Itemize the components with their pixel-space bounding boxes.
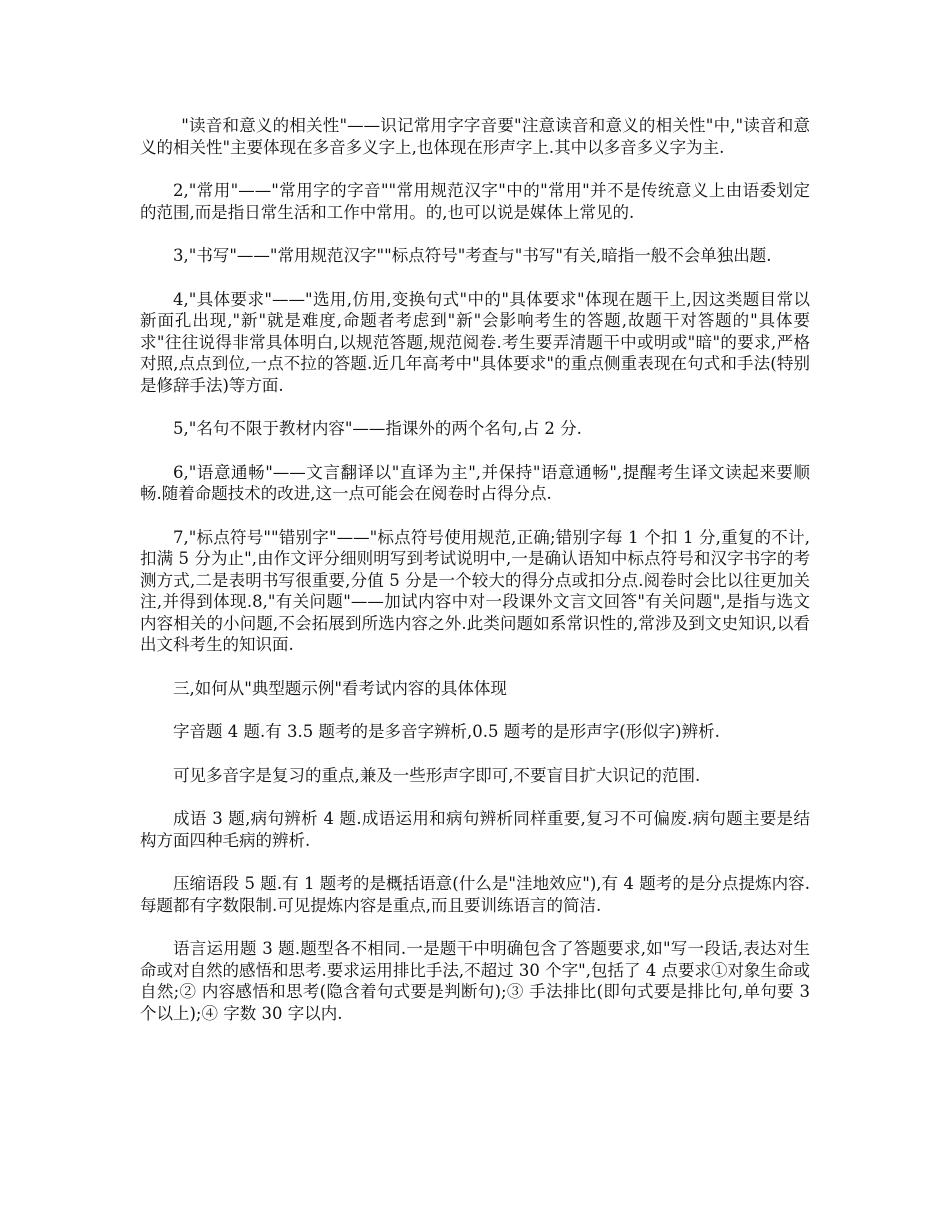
section-heading-3: 三,如何从"典型题示例"看考试内容的具体体现 [173, 678, 507, 698]
paragraph-item-5: 5,"名句不限于教材内容"——指课外的两个名句,占 2 分. [173, 419, 582, 438]
paragraph-pronunciation-questions: 字音题 4 题.有 3.5 题考的是多音字辨析,0.5 题考的是形声字(形似字)辨析. [173, 722, 720, 741]
paragraph-item-6: 6,"语意通畅"——文言翻译以"直译为主",并保持"语意通畅",提醒考生译文读起来要顺畅.随着命题技术的改进,这一点可能会在阅卷时占得分点. [140, 462, 810, 503]
document-body [140, 115, 810, 1046]
paragraph-language-use: 语言运用题 3 题.题型各不相同.一是题干中明确包含了答题要求,如"写一段话,表达对生命或对自然的感悟和思考.要求运用排比手法,不超过 30 个字",包括了 4 点要求①对象生命或自然;② 内容感悟和思考(隐含着句式要是判断句);③ 手法排比(即句式要是排比句,单句要 3 个以上);④ 字数 30 字以内. [140, 939, 810, 1023]
paragraph-item-2: 2,"常用"——"常用字的字音""常用规范汉字"中的"常用"并不是传统意义上由语委划定的范围,而是指日常生活和工作中常用。的,也可以说是媒体上常见的. [140, 181, 810, 222]
paragraph-item-4: 4,"具体要求"——"选用,仿用,变换句式"中的"具体要求"体现在题干上,因这类题目常以新面孔出现,"新"就是难度,命题者考虑到"新"会影响考生的答题,故题干对答题的"具体要求"往往说得非常具体明白,以规范答题,规范阅卷.考生要弄清题干中或明或"暗"的要求,严格对照,点点到位,一点不拉的答题.近几年高考中"具体要求"的重点侧重表现在句式和手法(特别是修辞手法)等方面. [140, 289, 810, 395]
paragraph-reading-meaning: "读音和意义的相关性"——识记常用字字音要"注意读音和意义的相关性"中,"读音和意义的相关性"主要体现在多音多义字上,也体现在形声字上.其中以多音多义字为主. [140, 116, 810, 157]
paragraph-compress-passage: 压缩语段 5 题.有 1 题考的是概括语意(什么是"洼地效应"),有 4 题考的是分点提炼内容.每题都有字数限制.可见提炼内容是重点,而且要训练语言的简洁. [140, 874, 810, 915]
paragraph-polyphone-focus: 可见多音字是复习的重点,兼及一些形声字即可,不要盲目扩大识记的范围. [173, 765, 701, 785]
paragraph-item-3: 3,"书写"——"常用规范汉字""标点符号"考查与"书写"有关,暗指一般不会单独出题. [173, 246, 772, 265]
paragraph-idiom-sentence: 成语 3 题,病句辨析 4 题.成语运用和病句辨析同样重要,复习不可偏废.病句题主要是结构方面四种毛病的辨析. [140, 809, 810, 850]
paragraph-item-7-8: 7,"标点符号""错别字"——"标点符号使用规范,正确;错别字每 1 个扣 1 分,重复的不计,扣满 5 分为止",由作文评分细则明写到考试说明中,一是确认语知中标点符号和汉字书字的考测方式,二是表明书写很重要,分值 5 分是一个较大的得分点或扣分点.阅卷时会比以往更加关注,并得到体现.8,"有关问题"——加试内容中对一段课外文言文回答"有关问题",是指与选文内容相关的小问题,不会拓展到所选内容之外.此类问题如系常识性的,常涉及到文史知识,以看出文科考生的知识面. [140, 527, 810, 654]
